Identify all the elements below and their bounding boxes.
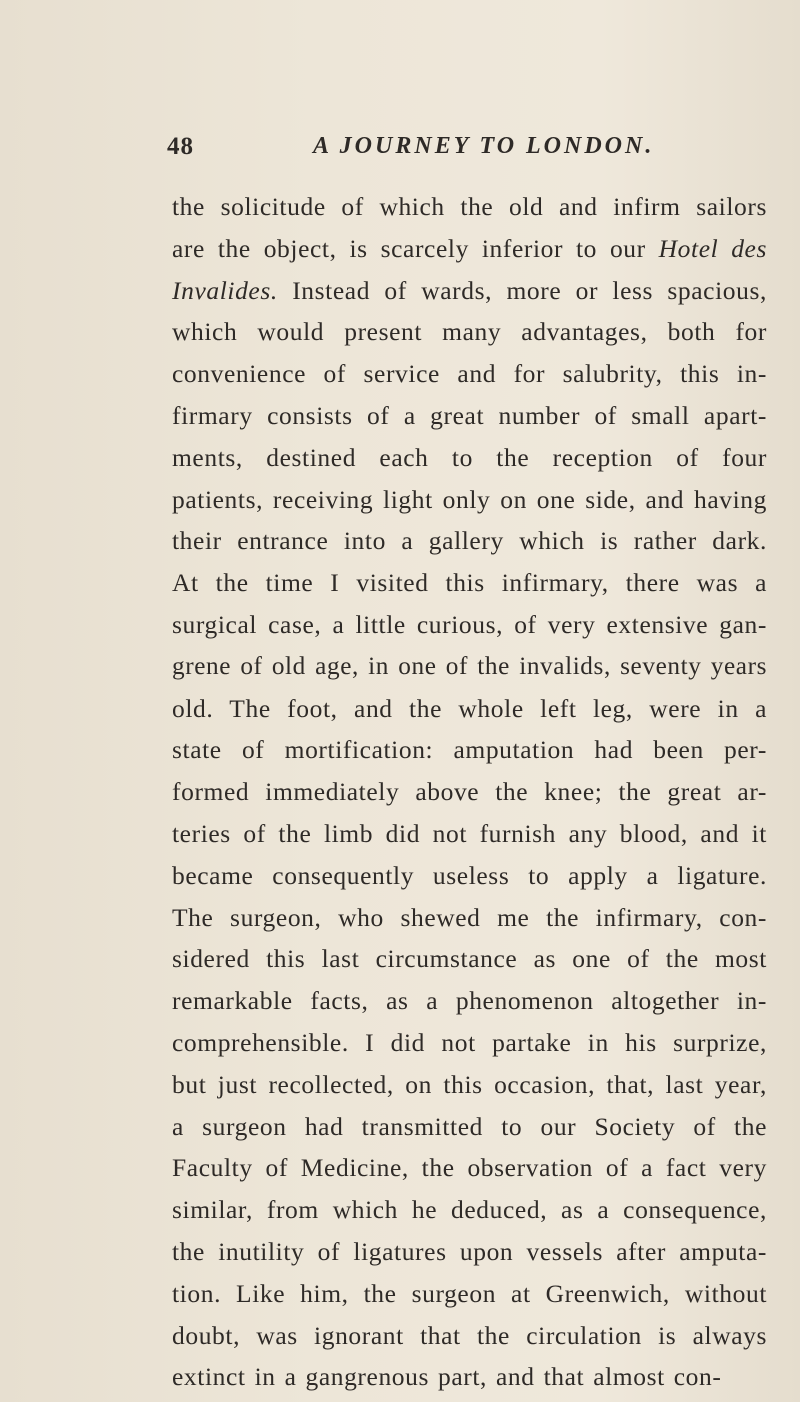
text-segment: are the object, is scarcely inferior to our (172, 233, 659, 263)
text-line: convenience of service and for salubrity, this in- (172, 359, 767, 389)
text-line: a surgeon had transmitted to our Society of the (172, 1111, 767, 1141)
text-segment: Instead of wards, more or less spacious, (277, 275, 767, 305)
italic-phrase: Invalides. (172, 275, 278, 305)
text-line: sidered this last circumstance as one of the most (172, 944, 767, 974)
text-line: tion. Like him, the surgeon at Greenwich, without (172, 1278, 767, 1308)
text-line: old. The foot, and the whole left leg, were in a (172, 693, 767, 723)
text-line: At the time I visited this infirmary, there was a (172, 568, 767, 598)
page-number: 48 (167, 133, 194, 160)
text-line: the solicitude of which the old and infirm sailors (172, 192, 767, 221)
text-line: teries of the limb did not furnish any blood, and it (172, 818, 767, 848)
text-line: grene of old age, in one of the invalids, seventy years (172, 651, 767, 680)
text-line: similar, from which he deduced, as a consequence, (172, 1195, 767, 1225)
text-line (172, 270, 767, 312)
text-line: surgical case, a little curious, of very extensive gan- (172, 609, 767, 639)
text-line: but just recollected, on this occasion, that, last year, (172, 1069, 767, 1099)
text-line: extinct in a gangrenous part, and that almost con- (172, 1362, 722, 1392)
text-line: The surgeon, who shewed me the infirmary, con- (172, 902, 767, 932)
text-line: Faculty of Medicine, the observation of a fact very (172, 1153, 767, 1183)
text-line: state of mortification: amputation had been per- (172, 735, 767, 765)
italic-phrase: Hotel des (658, 233, 767, 263)
running-title: A JOURNEY TO LONDON. (313, 133, 655, 159)
text-line: the inutility of ligatures upon vessels after amputa- (172, 1236, 767, 1266)
text-line: patients, receiving light only on one side, and having (172, 484, 767, 514)
text-line: firmary consists of a great number of small apart- (172, 400, 767, 430)
text-line: which would present many advantages, both for (172, 317, 767, 347)
text-line: became consequently useless to apply a ligature. (172, 860, 767, 890)
text-line: ments, destined each to the reception of four (172, 442, 767, 472)
text-line: doubt, was ignorant that the circulation is always (172, 1320, 767, 1350)
text-line (172, 228, 767, 270)
body-text (172, 186, 767, 1398)
text-line: comprehensible. I did not partake in his surprize, (172, 1027, 767, 1057)
text-line: their entrance into a gallery which is rather dark. (172, 526, 767, 556)
text-line: formed immediately above the knee; the great ar- (172, 777, 767, 807)
running-head (167, 133, 727, 173)
text-line: remarkable facts, as a phenomenon altogether in- (172, 986, 767, 1016)
